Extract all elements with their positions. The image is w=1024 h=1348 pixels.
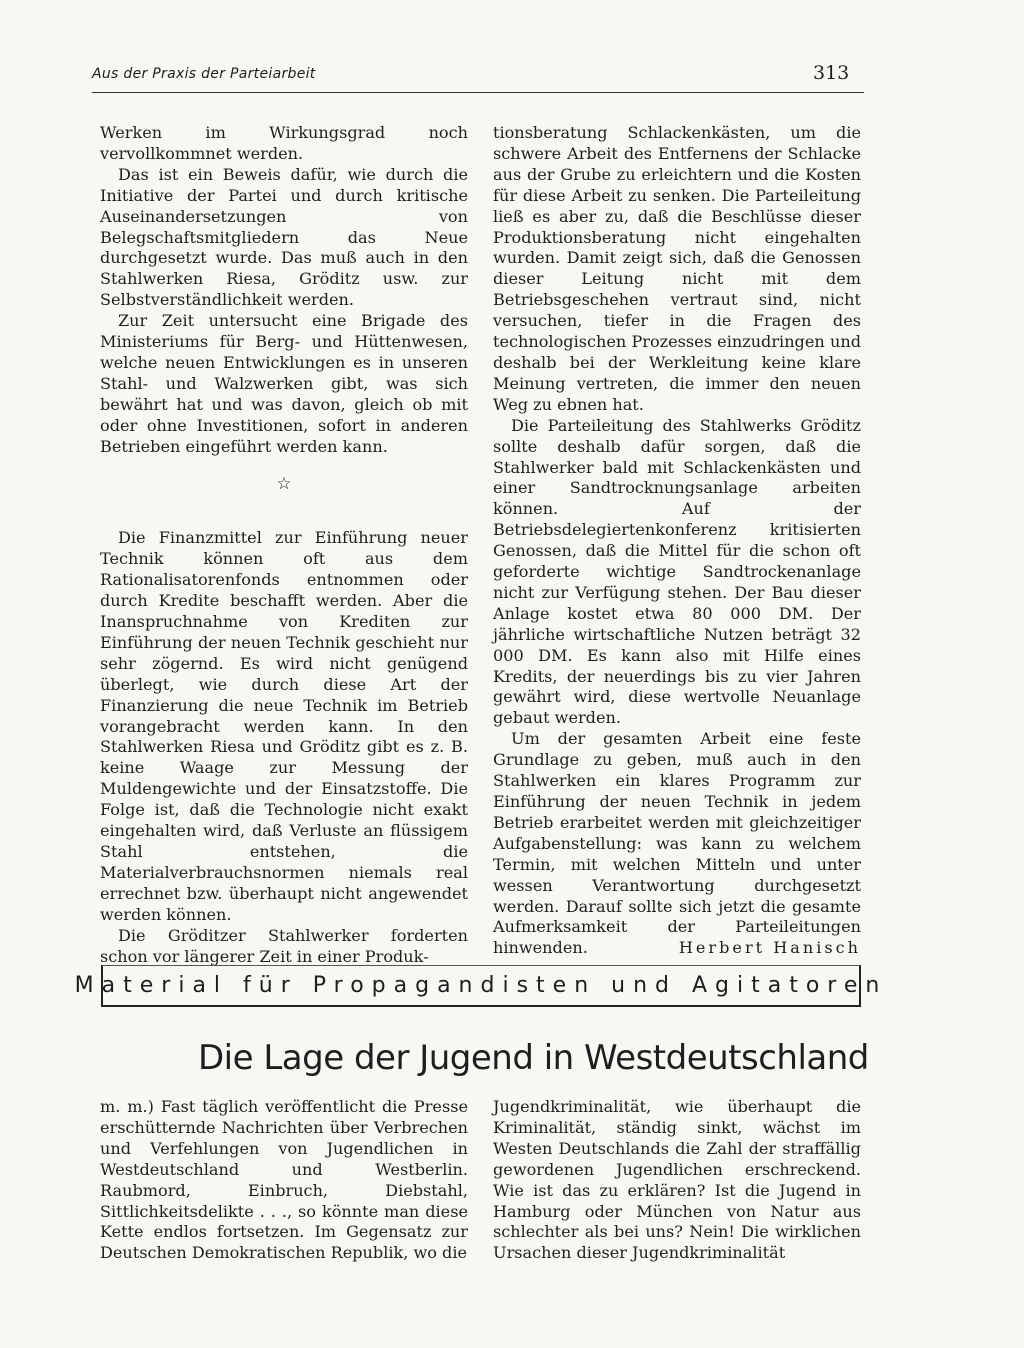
left-column [100,123,468,967]
article-title: Die Lage der Jugend in Westdeutschland [198,1038,869,1078]
running-header: Aus der Praxis der Parteiarbeit [92,66,316,82]
star-separator: ☆ [276,473,292,494]
right-column [493,123,861,959]
paragraph: tionsberatung Schlackenkästen, um die schwere Arbeit des Entfernens der Schlacke aus der Grube zu erleichtern und die Kosten für diese Arbeit zu senken. Die Parteileitung ließ es aber zu, daß die Beschlüsse dieser Produktionsberatung nicht eingehalten wurden. Damit zeigt sich, daß die Genossen dieser Leitung nicht mit dem Betriebsgeschehen vertraut sind, nicht versuchen, tiefer in die Fragen des technologischen Prozesses einzudringen und deshalb bei der Werkleitung keine klare Meinung vertreten, die immer den neuen Weg zu ebnen hat. [493,123,861,414]
header-rule [92,92,864,93]
paragraph [493,729,861,959]
section-banner [74,965,888,1007]
author-signature: Herbert Hanisch [678,938,861,958]
paragraph: Jugendkriminalität, wie überhaupt die Kriminalität, ständig sinkt, wächst im Westen Deutschlands die Zahl der straffällig gewordenen Jugendlichen erschreckend. Wie ist das zu erklären? Ist die Jugend in Hamburg oder München von Natur aus schlechter als bei uns? Nein! Die wirklichen Ursachen dieser Jugendkriminalität [493,1097,861,1263]
paragraph: Zur Zeit untersucht eine Brigade des Ministeriums für Berg- und Hüttenwesen, welche neuen Entwicklungen es in unseren Stahl- und Walzwerken gibt, was sich bewährt hat und was davon, gleich ob mit oder ohne Investitionen, sofort in anderen Betrieben eingeführt werden kann. [100,311,468,456]
article-left-column [100,1097,468,1264]
page-number: 313 [813,62,850,84]
paragraph: m. m.) Fast täglich veröffentlicht die Presse erschütternde Nachrichten über Verbrechen und Verfehlungen von Jugendlichen in Westdeutschland und Westberlin. Raubmord, Einbruch, Diebstahl, Sittlichkeitsdelikte . . ., so könnte man diese Kette endlos fortsetzen. Im Gegensatz zur Deutschen Demokratischen Republik, wo die [100,1097,468,1263]
paragraph: Werken im Wirkungsgrad noch vervollkommnet werden. [100,123,468,163]
paragraph: Das ist ein Beweis dafür, wie durch die Initiative der Partei und durch kritische Auseinandersetzungen von Belegschaftsmitgliedern das Neue durchgesetzt wurde. Das muß auch in den Stahlwerken Riesa, Gröditz usw. zur Selbstverständlichkeit werden. [100,164,468,310]
paragraph: Die Gröditzer Stahlwerker forderten schon vor längerer Zeit in einer Produk- [100,925,468,966]
paragraph: Die Finanzmittel zur Einführung neuer Technik können oft aus dem Rationalisatorenfonds entnommen oder durch Kredite beschafft werden. Aber die Inanspruchnahme von Krediten zur Einführung der neuen Technik geschieht nur sehr zögernd. Es wird nicht genügend überlegt, wie durch diese Art der Finanzierung die neue Technik im Betrieb vorangebracht werden kann. In den Stahlwerken Riesa und Gröditz gibt es z. B. keine Waage zur Messung der Muldengewichte und der Einsatzstoffe. Die Folge ist, daß die Technologie nicht exakt eingehalten wird, daß Verluste an flüssigem Stahl entstehen, die Materialverbrauchsnormen niemals real errechnet bzw. überhaupt nicht angewendet werden können. [100,528,468,924]
paragraph-text: Um der gesamten Arbeit eine feste Grundlage zu geben, muß auch in den Stahlwerken ein klares Programm zur Einführung der neuen Technik in jedem Betrieb erarbeitet werden mit gleichzeitiger Aufgabenstellung: was kann zu welchem Termin, mit welchen Mitteln und unter wessen Verantwortung durchgesetzt werden. Darauf sollte sich jetzt die gesamte Aufmerksamkeit der Parteileitungen hinwenden. [493,729,861,958]
article-right-column [493,1097,861,1264]
paragraph: Die Parteileitung des Stahlwerks Gröditz sollte deshalb dafür sorgen, daß die Stahlwerker bald mit Schlackenkästen und einer Sandtrocknungsanlage arbeiten können. Auf der Betriebsdelegiertenkonferenz kritisierten Genossen, daß die Mittel für die schon oft geforderte wichtige Sandtrockenanlage nicht zur Verfügung stehen. Der Bau dieser Anlage kostet etwa 80 000 DM. Der jährliche wirtschaftliche Nutzen beträgt 32 000 DM. Es kann also mit Hilfe eines Kredits, der neuerdings bis zu vier Jahren gewährt wird, diese wertvolle Neuanlage gebaut werden. [493,415,861,728]
banner-text: Material für Propagandisten und Agitatoren [74,973,888,998]
